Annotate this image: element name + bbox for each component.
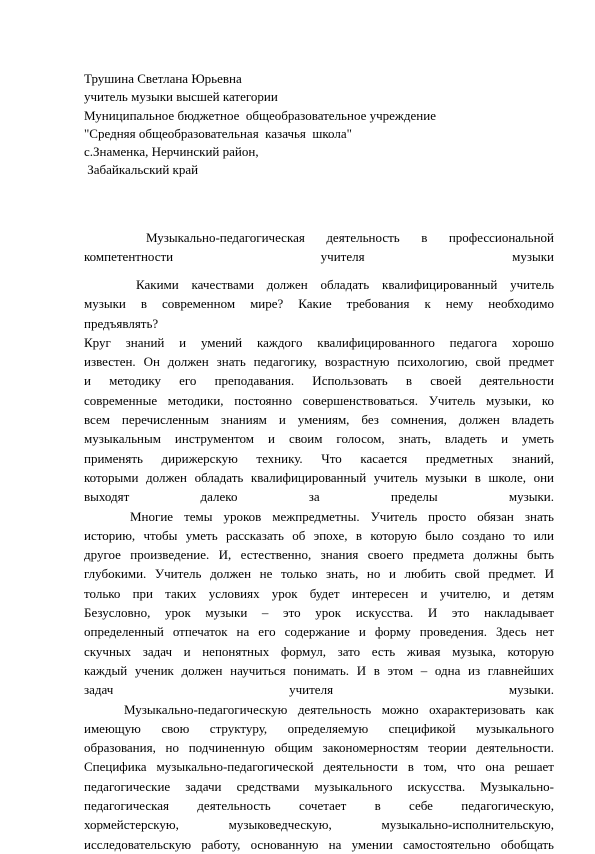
author-school: "Средняя общеобразовательная казачья школа": [84, 125, 352, 141]
paragraph-line: Многие темы уроков межпредметны. Учитель просто обязан знать: [130, 508, 554, 524]
paragraph-line: Какими качествами должен обладать квалифицированный учитель: [136, 277, 554, 292]
author-location: с.Знаменка, Нерчинский район,: [84, 144, 259, 160]
paragraph-line: образования, но подчиненную общим закономерностям теории деятельности.: [84, 740, 554, 756]
author-name: Трушина Светлана Юрьевна: [84, 71, 242, 86]
paragraph-line: выходят далеко за пределы музыки.: [84, 489, 554, 505]
paragraph-line: и методику его преподавания. Использовать в своей деятельности: [84, 373, 554, 389]
author-position: учитель музыки высшей категории: [84, 89, 278, 105]
author-block: [84, 70, 436, 180]
author-region: Забайкальский край: [84, 162, 199, 178]
paragraph-line: музыкальным инструментом и своим голосом, знать, владеть и уметь: [84, 431, 554, 447]
paragraph-line: имеющую свою структуру, определяемую спецификой музыкального: [84, 720, 554, 736]
paragraph-line: применять дирижерскую технику. Что касается предметных знаний,: [84, 450, 554, 466]
article-body: [84, 275, 554, 854]
paragraph-line: современные методики, постоянно совершенствоваться. Учитель музыки, ко: [84, 392, 554, 408]
paragraph-line: определенный отпечаток на его содержание и форму проведения. Здесь нет: [84, 624, 554, 640]
paragraph-line: историю, чтобы уметь рассказать об эпохе, в которую было создано то или: [84, 527, 554, 543]
paragraph-line: исследовательскую работу, основанную на умении самостоятельно обобщать: [84, 836, 554, 852]
paragraph-line: всем перечисленным знаниям и умениям, без сомнения, должен владеть: [84, 412, 554, 428]
paragraph-line: Музыкально-педагогическую деятельность можно охарактеризовать как: [124, 701, 554, 717]
paragraph-line: скучных задач и непонятных формул, зато есть живая музыка, которую: [84, 643, 554, 659]
paragraph-line: предъявлять?: [84, 315, 159, 331]
paragraph-line: Круг знаний и умений каждого квалифицированного педагога хорошо: [84, 334, 554, 350]
paragraph-line: музыки в современном мире? Какие требования к нему необходимо: [84, 296, 554, 312]
paragraph-line: Безусловно, урок музыки – это урок искусства. И это накладывает: [84, 605, 554, 621]
author-institution: Муниципальное бюджетное общеобразовательное учреждение: [84, 107, 436, 123]
paragraph-line: педагогические задачи средствами музыкального искусства. Музыкально-: [84, 778, 554, 794]
paragraph-line: хормейстерскую, музыковедческую, музыкально-исполнительскую,: [84, 817, 554, 833]
paragraph-line: которыми должен обладать квалифицированный учитель музыки в школе, они: [84, 469, 554, 485]
article-title: [84, 228, 554, 267]
paragraph-line: известен. Он должен знать педагогику, возрастную психологию, свой предмет: [84, 354, 554, 370]
paragraph-line: педагогическая деятельность сочетает в себе педагогическую,: [84, 798, 554, 814]
title-line: компетентности учителя музыки: [84, 249, 554, 265]
paragraph-line: каждый ученик должен научиться понимать. И в этом – одна из главнейших: [84, 662, 554, 678]
paragraph-line: другое произведение. И, естественно, знания своего предмета должны быть: [84, 547, 554, 563]
paragraph-line: задач учителя музыки.: [84, 682, 554, 698]
title-line: Музыкально-педагогическая деятельность в профессиональной: [146, 230, 554, 245]
paragraph-line: Специфика музыкально-педагогической деятельности в том, что она решает: [84, 759, 554, 775]
paragraph-line: только при таких условиях урок будет интересен и учителю, и детям: [84, 585, 554, 601]
paragraph-line: глубокими. Учитель должен не только знать, но и любить свой предмет. И: [84, 566, 554, 582]
